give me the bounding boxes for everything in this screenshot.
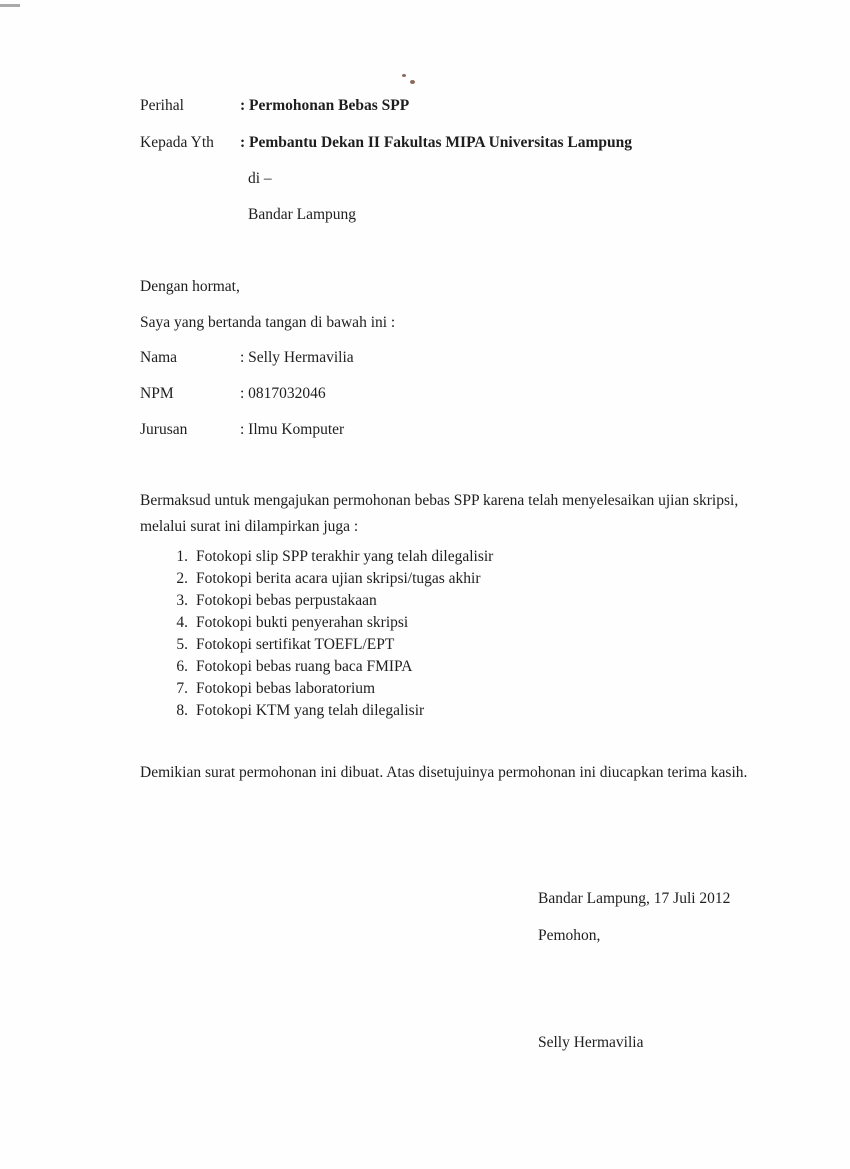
list-item-number: 5. [176,636,188,653]
field-value-nama: : Selly Hermavilia [240,349,354,366]
scan-speck [0,4,20,7]
list-item-text: Fotokopi KTM yang telah dilegalisir [196,702,425,719]
list-item-number: 2. [176,570,188,587]
field-label-jurusan: Jurusan [140,421,188,438]
scan-speck [410,80,415,84]
signature-name: Selly Hermavilia [538,1034,644,1051]
list-item-number: 7. [176,680,188,697]
list-item [160,700,493,722]
list-item-number: 1. [176,548,188,565]
list-item-number: 6. [176,658,188,675]
perihal-label: Perihal [140,97,184,114]
list-item [160,634,493,656]
list-item-text: Fotokopi slip SPP terakhir yang telah dilegalisir [196,548,494,565]
field-label-nama: Nama [140,349,178,366]
field-value-jurusan: : Ilmu Komputer [240,421,345,438]
list-item [160,568,493,590]
list-item [160,590,493,612]
list-item [160,656,493,678]
scan-speck [402,74,406,77]
list-item-number: 3. [176,592,188,609]
greeting: Dengan hormat, [140,278,240,295]
list-item-text: Fotokopi bebas perpustakaan [196,592,377,609]
list-item-text: Fotokopi bukti penyerahan skripsi [196,614,409,631]
kepada-value: : Pembantu Dekan II Fakultas MIPA Universitas Lampung [240,134,632,151]
list-item-number: 4. [176,614,188,631]
kepada-label: Kepada Yth [140,134,214,151]
list-item-text: Fotokopi bebas ruang baca FMIPA [196,658,413,675]
field-value-npm: : 0817032046 [240,385,326,402]
list-item [160,612,493,634]
di-line: di – [248,170,272,187]
list-item-text: Fotokopi berita acara ujian skripsi/tugas akhir [196,570,481,587]
field-label-npm: NPM [140,385,174,402]
list-item-text: Fotokopi bebas laboratorium [196,680,376,697]
attachments-list [160,546,493,722]
perihal-value: : Permohonan Bebas SPP [240,97,410,114]
place-date: Bandar Lampung, 17 Juli 2012 [538,890,731,907]
recipient-city: Bandar Lampung [248,206,357,223]
list-item [160,546,493,568]
list-item-number: 8. [176,702,188,719]
list-item-text: Fotokopi sertifikat TOEFL/EPT [196,636,395,653]
applicant-label: Pemohon, [538,927,601,944]
purpose-paragraph: Bermaksud untuk mengajukan permohonan bebas SPP karena telah menyelesaikan ujian skripsi, melalui surat ini dilampirkan juga : [140,492,739,535]
intro-text: Saya yang bertanda tangan di bawah ini : [140,314,396,331]
closing-paragraph: Demikian surat permohonan ini dibuat. Atas disetujuinya permohonan ini diucapkan terima kasih. [140,764,748,781]
list-item [160,678,493,700]
